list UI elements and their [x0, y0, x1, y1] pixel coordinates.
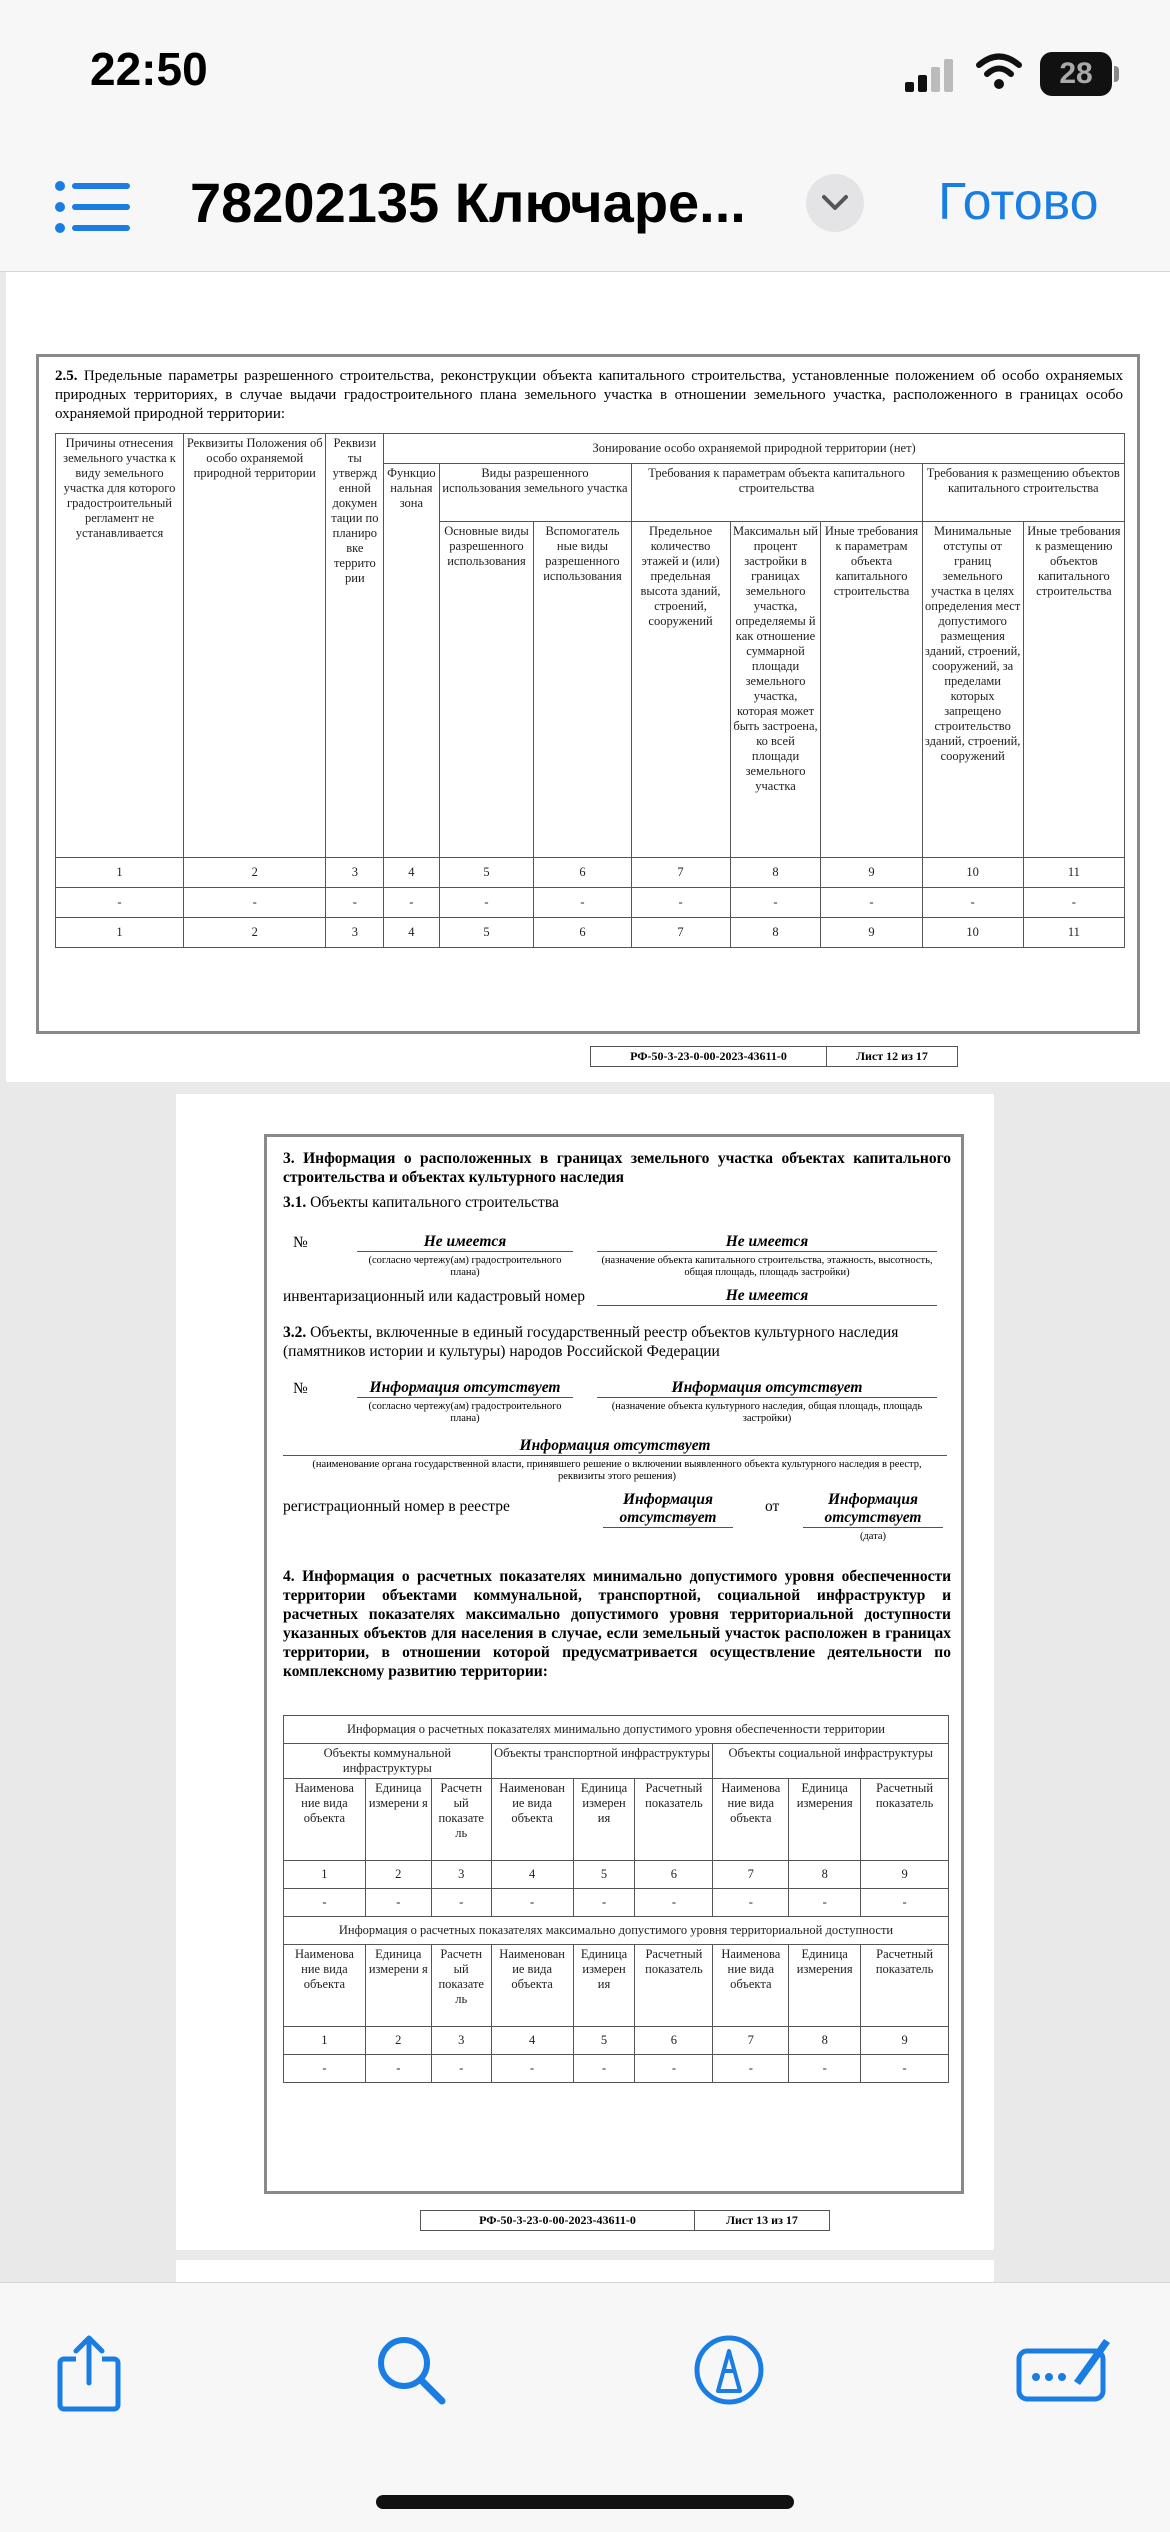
title-menu-button[interactable] — [806, 174, 864, 232]
stamp-code: РФ-50-3-23-0-00-2023-43611-0 — [421, 2211, 695, 2230]
table-cell: - — [789, 1889, 861, 1917]
registry-number-value — [603, 1491, 733, 1528]
table-row — [56, 858, 1125, 888]
col-header-3: Реквизи ты утвержд енной докумен тации по планиро вке террито рии — [326, 434, 384, 858]
col-header-8: Максимальн ый процент застройки в границах земельного участка, определяемы й как отношение суммарной площади земельного участка, которая может быть застроена, ко всей площади земельного участка — [730, 522, 821, 858]
table-cell: - — [730, 888, 821, 918]
page-frame — [36, 354, 1140, 1034]
table-cell: 5 — [439, 918, 534, 948]
table-cell: - — [573, 1889, 635, 1917]
table-cell: 9 — [821, 918, 922, 948]
table-row — [284, 2027, 949, 2055]
table-cell: - — [439, 888, 534, 918]
table-cell: - — [631, 888, 730, 918]
table-cell: 3 — [326, 858, 384, 888]
number-sign: № — [293, 1234, 308, 1251]
table-cell: 6 — [635, 2027, 713, 2055]
section-text: Предельные параметры разрешенного строительства, реконструкции объекта капитального строительства, установленные положением об особо охраняемых природных территориях, в случае выдачи градостроительного плана земельного участка в отношении земельного участка, расположенного в границах особо охраняемой природной территории: — [55, 368, 1124, 422]
col-header-5: Основные виды разрешенного использования — [439, 522, 534, 858]
table-cell: 5 — [573, 2027, 635, 2055]
section-text: Объекты, включенные в единый государственный реестр объектов культурного наследия (памятников истории и культуры) народов Российской Федерации — [283, 1324, 899, 1360]
status-bar — [0, 0, 1170, 140]
oopt-parameters-table — [55, 433, 1125, 948]
table-cell: 7 — [713, 2027, 789, 2055]
table-cell: 10 — [922, 918, 1023, 948]
inventory-value: Не имеется — [597, 1287, 937, 1306]
table-row — [284, 1861, 949, 1889]
group-header-communal: Объекты коммунальной инфраструктуры — [284, 1744, 492, 1779]
table-cell: 4 — [384, 858, 439, 888]
table-cell: - — [326, 888, 384, 918]
heritage-purpose-value: Информация отсутствует — [597, 1379, 937, 1398]
table-cell: 9 — [821, 858, 922, 888]
table-cell: - — [922, 888, 1023, 918]
chevron-down-icon — [820, 190, 850, 216]
col-header-2: Реквизиты Положения об особо охраняемой природной территории — [184, 434, 326, 858]
stamp-sheet: Лист 12 из 17 — [856, 1049, 928, 1063]
table-cell: 3 — [326, 918, 384, 948]
col-header-4: Функцио нальная зона — [384, 464, 439, 858]
table-cell: 8 — [730, 858, 821, 888]
table-cell: 10 — [922, 858, 1023, 888]
heritage-caption: (назначение объекта культурного наследия, общая площадь, площадь застройки) — [611, 1401, 923, 1424]
table-cell: 4 — [491, 1861, 573, 1889]
registry-date-value — [803, 1491, 943, 1528]
table-cell: 3 — [431, 2027, 491, 2055]
markup-icon[interactable] — [692, 2333, 766, 2407]
section-text: Объекты капитального строительства — [310, 1194, 559, 1211]
table-cell: - — [821, 888, 922, 918]
table-cell: 8 — [789, 2027, 861, 2055]
table-cell: - — [491, 1889, 573, 1917]
table-cell: 6 — [635, 1861, 713, 1889]
table-cell: - — [384, 888, 439, 918]
col-header: Единица измерени я — [365, 1945, 431, 2027]
col-header: Единица измерени я — [365, 1779, 431, 1861]
table-cell: - — [491, 2055, 573, 2083]
table-cell: 2 — [184, 918, 326, 948]
max-level-header: Информация о расчетных показателях максимально допустимого уровня территориальной доступности — [284, 1917, 949, 1945]
from-label: от — [765, 1498, 780, 1515]
page-stamp — [420, 2210, 830, 2231]
table-cell: - — [635, 1889, 713, 1917]
col-header: Наименован ие вида объекта — [491, 1779, 573, 1861]
cellular-signal-icon — [905, 58, 957, 92]
pdf-page-14-edge — [176, 2260, 994, 2282]
col-header: Наименова ние вида объекта — [284, 1945, 366, 2027]
authority-value: Информация отсутствует — [283, 1437, 947, 1456]
heritage-number-value: Информация отсутствует — [357, 1379, 573, 1398]
table-cell: - — [789, 2055, 861, 2083]
table-cell: 8 — [789, 1861, 861, 1889]
params-header: Требования к параметрам объекта капитального строительства — [631, 464, 922, 522]
registry-date-line1: Информация — [827, 1491, 919, 1508]
table-cell: - — [431, 2055, 491, 2083]
pdf-page-13 — [176, 1094, 994, 2250]
stamp-code: РФ-50-3-23-0-00-2023-43611-0 — [591, 1047, 827, 1066]
drawing-number-value: Не имеется — [357, 1233, 573, 1252]
done-button[interactable]: Готово — [938, 173, 1099, 231]
col-header: Единица измерения — [789, 1779, 861, 1861]
section-3-1 — [283, 1193, 559, 1212]
col-header-11: Иные требования к размещению объектов капитального строительства — [1023, 522, 1124, 858]
table-cell: - — [635, 2055, 713, 2083]
col-header-10: Минимальные отступы от границ земельного участка в целях определения мест допустимого размещения зданий, строений, сооружений, за пределами которых запрещено строительство зданий, строений, сооружений — [922, 522, 1023, 858]
home-indicator — [376, 2495, 794, 2509]
col-header-9: Иные требования к параметрам объекта капитального строительства — [821, 522, 922, 858]
table-cell: 6 — [534, 858, 631, 888]
col-header-1: Причины отнесения земельного участка к виду земельного участка для которого градостроительный регламент не устанавливается — [56, 434, 184, 858]
section-2-5-heading — [55, 367, 1123, 424]
col-header: Единица измерен ия — [573, 1779, 635, 1861]
registry-number-line2: отсутствует — [619, 1509, 717, 1526]
drawing-caption: (согласно чертежу(ам) градостроительного плана) — [368, 1255, 562, 1278]
section-3-title: 3. Информация о расположенных в границах земельного участка объектах капитального строительства и объектах культурного наследия — [283, 1150, 951, 1186]
table-cell: - — [573, 2055, 635, 2083]
object-caption: (назначение объекта капитального строительства, этажность, высотность, общая площадь, площадь застройки) — [601, 1255, 933, 1278]
registry-label: регистрационный номер в реестре — [283, 1498, 510, 1515]
section-number: 2.5. — [55, 368, 78, 384]
min-level-header: Информация о расчетных показателях минимально допустимого уровня обеспеченности территории — [284, 1716, 949, 1744]
table-cell: 4 — [384, 918, 439, 948]
table-cell: 7 — [631, 918, 730, 948]
table-cell: 2 — [365, 1861, 431, 1889]
zoning-header: Зонирование особо охраняемой природной территории (нет) — [384, 434, 1125, 464]
table-cell: - — [713, 1889, 789, 1917]
col-header: Наименован ие вида объекта — [491, 1945, 573, 2027]
table-cell: 1 — [284, 1861, 366, 1889]
pdf-page-12 — [6, 272, 1170, 1082]
list-icon[interactable] — [54, 180, 132, 234]
col-header: Расчетный показатель — [635, 1945, 713, 2027]
page-frame — [264, 1134, 964, 2194]
table-cell: - — [861, 1889, 949, 1917]
table-cell: 11 — [1023, 858, 1124, 888]
table-row — [284, 1889, 949, 1917]
table-cell: 2 — [184, 858, 326, 888]
date-caption: (дата) — [859, 1531, 887, 1542]
col-header-6: Вспомогатель ные виды разрешенного использования — [534, 522, 631, 858]
table-cell: - — [365, 1889, 431, 1917]
col-header: Расчетн ый показате ль — [431, 1945, 491, 2027]
group-header-social: Объекты социальной инфраструктуры — [713, 1744, 949, 1779]
col-header: Расчетный показатель — [861, 1779, 949, 1861]
table-row — [56, 888, 1125, 918]
share-icon[interactable] — [54, 2333, 124, 2413]
page-stamp — [590, 1046, 958, 1067]
registry-date-line2: отсутствует — [824, 1509, 922, 1526]
placement-header: Требования к размещению объектов капитального строительства — [922, 464, 1124, 522]
group-header-transport: Объекты транспортной инфраструктуры — [491, 1744, 713, 1779]
drawing-caption: (согласно чертежу(ам) градостроительного плана) — [368, 1401, 562, 1424]
table-cell: 5 — [439, 858, 534, 888]
table-cell: 11 — [1023, 918, 1124, 948]
number-sign: № — [293, 1380, 308, 1397]
table-cell: - — [861, 2055, 949, 2083]
col-header: Расчетный показатель — [861, 1945, 949, 2027]
wifi-icon — [975, 52, 1023, 90]
battery-icon: 28 — [1040, 52, 1112, 96]
table-cell: - — [56, 888, 184, 918]
col-header: Единица измерения — [789, 1945, 861, 2027]
section-number: 3.2. — [283, 1324, 307, 1341]
search-icon[interactable] — [374, 2333, 448, 2407]
table-cell: - — [284, 1889, 366, 1917]
registry-number-line1: Информация — [622, 1491, 714, 1508]
status-time: 22:50 — [90, 43, 208, 95]
document-viewer[interactable] — [0, 272, 1170, 2282]
col-header: Наименова ние вида объекта — [713, 1945, 789, 2027]
table-cell: 1 — [284, 2027, 366, 2055]
table-cell: - — [365, 2055, 431, 2083]
battery-nub — [1114, 66, 1119, 82]
table-cell: - — [431, 1889, 491, 1917]
table-row — [56, 918, 1125, 948]
table-cell: 3 — [431, 1861, 491, 1889]
nav-bar — [0, 140, 1170, 272]
table-cell: 9 — [861, 2027, 949, 2055]
table-cell: - — [1023, 888, 1124, 918]
table-cell: - — [284, 2055, 366, 2083]
table-cell: 4 — [491, 2027, 573, 2055]
table-cell: 9 — [861, 1861, 949, 1889]
table-cell: 2 — [365, 2027, 431, 2055]
table-cell: - — [184, 888, 326, 918]
authority-caption: (наименование органа государственной власти, принявшего решение о включении выявленного объекта культурного наследия в реестр, реквизиты этого решения) — [312, 1459, 922, 1482]
stamp-sheet: Лист 13 из 17 — [726, 2213, 798, 2227]
table-cell: - — [713, 2055, 789, 2083]
col-header-7: Предельное количество этажей и (или) предельная высота зданий, строений, сооружений — [631, 522, 730, 858]
col-header: Расчетный показатель — [635, 1779, 713, 1861]
table-cell: 7 — [713, 1861, 789, 1889]
section-4-title: 4. Информация о расчетных показателях минимально допустимого уровня обеспеченности территории объектами коммунальной, транспортной, социальной инфраструктур и расчетных показателях максимально допустимого уровня территориальной доступности указанных объектов для населения в случае, если земельный участок расположен в границах территории, в отношении которой предусматривается осуществление деятельности по комплексному развитию территории: — [283, 1568, 951, 1680]
signature-icon[interactable] — [1016, 2333, 1112, 2403]
table-row — [284, 2055, 949, 2083]
bottom-toolbar — [0, 2282, 1170, 2532]
table-cell: 8 — [730, 918, 821, 948]
use-types-header: Виды разрешенного использования земельного участка — [439, 464, 631, 522]
table-cell: 1 — [56, 918, 184, 948]
table-cell: 6 — [534, 918, 631, 948]
inventory-label: инвентаризационный или кадастровый номер — [283, 1288, 585, 1305]
infrastructure-table — [283, 1715, 949, 2083]
document-title[interactable]: 78202135 Ключаре... — [190, 171, 746, 234]
table-cell: 1 — [56, 858, 184, 888]
section-3-2 — [283, 1323, 951, 1361]
col-header: Наименова ние вида объекта — [284, 1779, 366, 1861]
table-cell: 5 — [573, 1861, 635, 1889]
col-header: Единица измерен ия — [573, 1945, 635, 2027]
section-number: 3.1. — [283, 1194, 307, 1211]
table-cell: 7 — [631, 858, 730, 888]
col-header: Расчетн ый показате ль — [431, 1779, 491, 1861]
object-purpose-value: Не имеется — [597, 1233, 937, 1252]
table-cell: - — [534, 888, 631, 918]
col-header: Наименова ние вида объекта — [713, 1779, 789, 1861]
